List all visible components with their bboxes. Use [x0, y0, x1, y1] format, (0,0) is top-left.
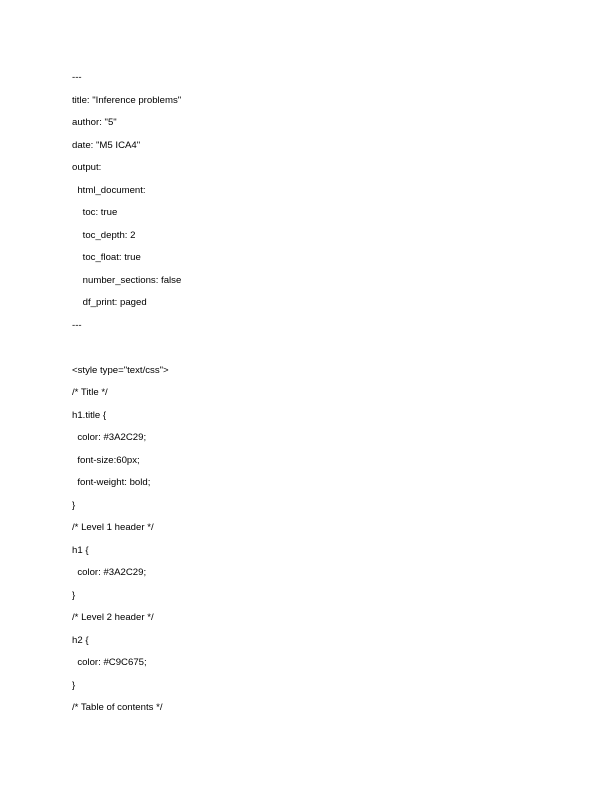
code-line: color: #C9C675;: [72, 657, 147, 668]
code-line: title: "Inference problems": [72, 94, 182, 106]
code-line: /* Level 2 header */: [72, 612, 154, 623]
code-line: ---: [72, 319, 82, 331]
code-line: ---: [72, 72, 82, 83]
code-line: font-size:60px;: [72, 454, 140, 466]
code-line: }: [72, 499, 76, 511]
code-line: date: "M5 ICA4": [72, 139, 141, 151]
code-listing: [72, 70, 181, 723]
code-line: /* Level 1 header */: [72, 522, 154, 533]
code-line: toc_depth: 2: [72, 229, 136, 241]
code-line: }: [72, 589, 76, 601]
code-line: color: #3A2C29;: [72, 432, 147, 443]
code-line: h2 {: [72, 634, 89, 646]
blank-line: [72, 340, 181, 363]
code-line: /* Title */: [72, 387, 108, 398]
code-line: h1.title {: [72, 409, 107, 421]
code-line: html_document:: [72, 184, 146, 196]
code-line: df_print: paged: [72, 297, 147, 308]
code-line: color: #3A2C29;: [72, 567, 147, 578]
code-line: h1 {: [72, 544, 89, 556]
code-line: <style type="text/css">: [72, 364, 169, 376]
code-line: font-weight: bold;: [72, 477, 151, 488]
code-line: }: [72, 679, 76, 691]
code-line: /* Table of contents */: [72, 702, 163, 713]
code-line: number_sections: false: [72, 274, 182, 286]
code-line: output:: [72, 162, 102, 173]
code-line: toc_float: true: [72, 252, 141, 263]
code-line: author: "5": [72, 117, 117, 128]
code-line: toc: true: [72, 207, 118, 218]
